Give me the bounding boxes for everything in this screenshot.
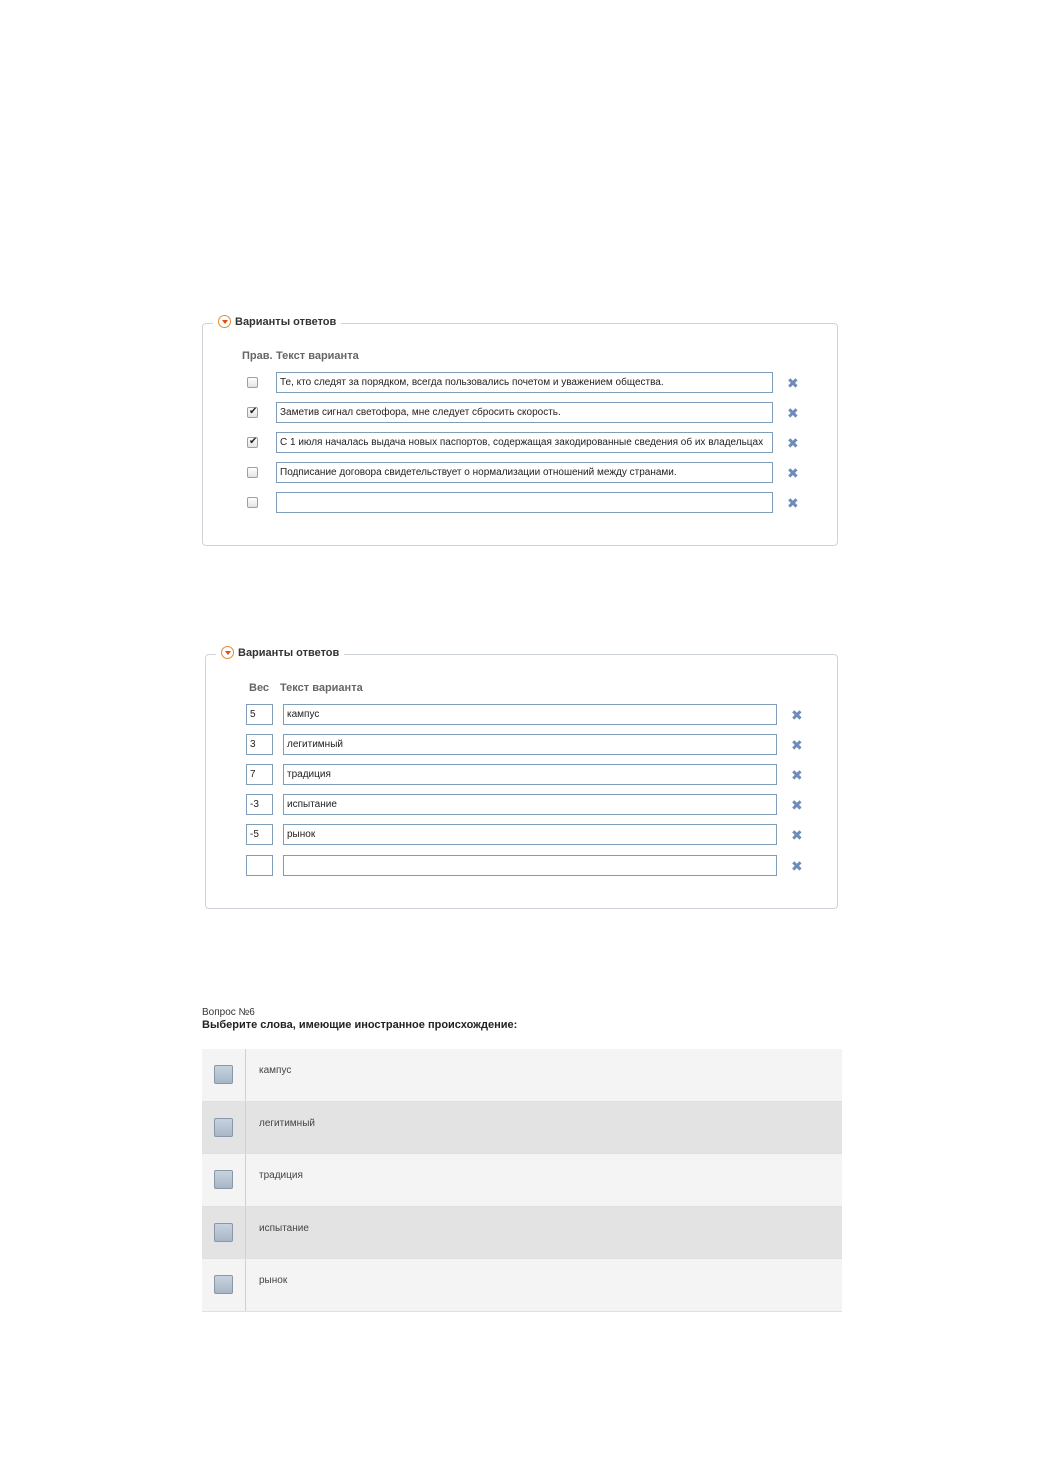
delete-icon[interactable]: ✖	[791, 737, 803, 753]
legend-label: Варианты ответов	[235, 315, 337, 328]
question-text: Выберите слова, имеющие иностранное происхождение:	[202, 1019, 518, 1031]
question-number: Вопрос №6	[202, 1007, 255, 1018]
weighted-option-row	[206, 794, 839, 815]
checkbox-cell	[202, 1154, 246, 1206]
correct-checkbox[interactable]	[247, 437, 258, 448]
correct-checkbox[interactable]	[247, 377, 258, 388]
correct-checkbox[interactable]	[247, 467, 258, 478]
weighted-option-row	[206, 734, 839, 755]
delete-icon[interactable]: ✖	[787, 495, 799, 511]
option-text-input[interactable]: Те, кто следят за порядком, всегда пользовались почетом и уважением общества.	[276, 372, 773, 393]
checkbox-cell	[202, 1049, 246, 1101]
list-item[interactable]	[202, 1259, 842, 1312]
collapse-arrow-icon[interactable]	[221, 646, 234, 659]
collapse-arrow-icon[interactable]	[218, 315, 231, 328]
option-row	[203, 432, 839, 453]
delete-icon[interactable]: ✖	[791, 767, 803, 783]
checkmark-icon: ✔	[249, 436, 258, 447]
option-label: традиция	[259, 1170, 303, 1181]
weight-input[interactable]	[246, 855, 273, 876]
option-row	[203, 492, 839, 513]
option-text-input[interactable]: Подписание договора свидетельствует о нормализации отношений между странами.	[276, 462, 773, 483]
delete-icon[interactable]: ✖	[791, 858, 803, 874]
option-checkbox[interactable]	[214, 1118, 233, 1137]
list-item[interactable]	[202, 1102, 842, 1155]
option-label: легитимный	[259, 1117, 315, 1129]
list-item[interactable]	[202, 1207, 842, 1260]
list-item[interactable]	[202, 1049, 842, 1102]
option-label: испытание	[259, 1222, 309, 1234]
option-text-input[interactable]	[283, 855, 777, 876]
correct-checkbox[interactable]	[247, 497, 258, 508]
option-row	[203, 402, 839, 423]
delete-icon[interactable]: ✖	[787, 435, 799, 451]
delete-icon[interactable]: ✖	[787, 375, 799, 391]
option-text-input[interactable]: Заметив сигнал светофора, мне следует сбросить скорость.	[276, 402, 773, 423]
checkbox-cell	[202, 1259, 246, 1311]
option-checkbox[interactable]	[214, 1223, 233, 1242]
option-text-input[interactable]: рынок	[283, 824, 777, 845]
option-row	[203, 462, 839, 483]
delete-icon[interactable]: ✖	[787, 405, 799, 421]
panel-legend[interactable]	[216, 646, 344, 659]
weight-input[interactable]: 3	[246, 734, 273, 755]
answer-options-panel-weighted	[205, 646, 838, 909]
panel-legend[interactable]	[213, 315, 341, 328]
weight-input[interactable]: -3	[246, 794, 273, 815]
delete-icon[interactable]: ✖	[791, 707, 803, 723]
weighted-option-row	[206, 704, 839, 725]
option-text-input[interactable]: традиция	[283, 764, 777, 785]
column-header-weight: Вес	[249, 682, 270, 694]
column-header-correct: Прав.	[242, 350, 273, 362]
option-text-input[interactable]: легитимный	[283, 734, 777, 755]
option-checkbox[interactable]	[214, 1170, 233, 1189]
option-text-input[interactable]: испытание	[283, 794, 777, 815]
checkbox-cell	[202, 1207, 246, 1259]
weight-input[interactable]: 5	[246, 704, 273, 725]
weighted-option-row	[206, 855, 839, 876]
answer-options-panel-correct	[202, 315, 838, 546]
weighted-option-row	[206, 824, 839, 845]
option-checkbox[interactable]	[214, 1275, 233, 1294]
option-label: рынок	[259, 1275, 288, 1286]
option-label: кампус	[259, 1065, 292, 1076]
weight-input[interactable]: -5	[246, 824, 273, 845]
correct-checkbox[interactable]	[247, 407, 258, 418]
option-text-input[interactable]: кампус	[283, 704, 777, 725]
checkbox-cell	[202, 1102, 246, 1154]
list-item[interactable]	[202, 1154, 842, 1207]
delete-icon[interactable]: ✖	[791, 827, 803, 843]
checkmark-icon: ✔	[249, 406, 258, 417]
option-row	[203, 372, 839, 393]
option-text-input[interactable]	[276, 492, 773, 513]
answer-options-list	[202, 1049, 842, 1312]
option-checkbox[interactable]	[214, 1065, 233, 1084]
option-text-input[interactable]: С 1 июля началась выдача новых паспортов, содержащая закодированные сведения об их владельцах	[276, 432, 773, 453]
legend-label: Варианты ответов	[238, 646, 340, 659]
delete-icon[interactable]: ✖	[791, 797, 803, 813]
delete-icon[interactable]: ✖	[787, 465, 799, 481]
column-header-text: Текст варианта	[276, 350, 359, 362]
weighted-option-row	[206, 764, 839, 785]
column-header-text: Текст варианта	[280, 682, 363, 694]
weight-input[interactable]: 7	[246, 764, 273, 785]
